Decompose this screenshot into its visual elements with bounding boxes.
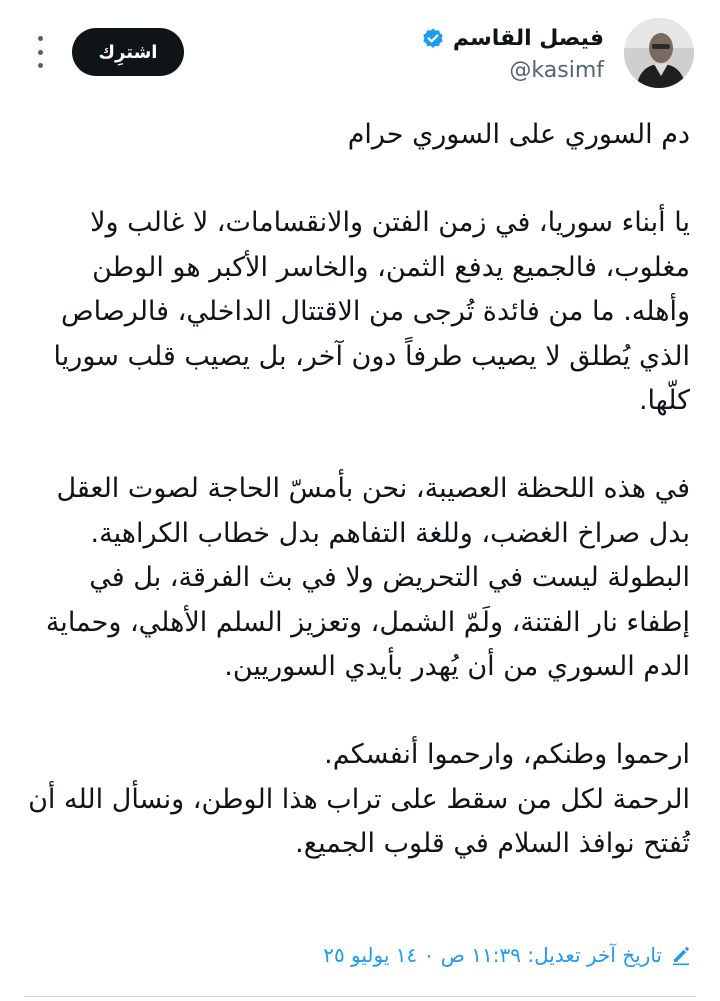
more-dot <box>38 36 43 41</box>
pencil-icon <box>670 944 692 966</box>
more-dot <box>38 63 43 68</box>
paragraph-gap <box>24 689 690 733</box>
subscribe-button[interactable]: اشترِك <box>72 28 184 76</box>
author-name-row <box>421 24 604 54</box>
author-info <box>421 24 604 83</box>
tweet-line: ارحموا وطنكم، وارحموا أنفسكم. <box>324 739 690 771</box>
tweet-line: البطولة ليست في التحريض ولا في بث الفرقة، بل في إطفاء نار الفتنة، ولَمّ الشمل، وتعزيز السلم الأهلي، وحماية الدم السوري من أن يُهدر بأيدي السوريين. <box>45 562 690 683</box>
divider <box>24 996 696 997</box>
more-dot <box>38 50 43 55</box>
verified-badge-icon[interactable] <box>421 27 445 51</box>
tweet-text <box>24 113 690 867</box>
author-display-name[interactable]: فيصل القاسم <box>452 26 604 51</box>
tweet-line: يا أبناء سوريا، في زمن الفتن والانقسامات، لا غالب ولا مغلوب، فالجميع يدفع الثمن، والخاسر الأكبر هو الوطن وأهله. ما من فائدة تُرجى من الاقتتال الداخلي، فالرصاص الذي يُطلق لا يصيب طرفاً دون آخر، بل يصيب قلب سوريا كلّها. <box>53 207 690 417</box>
last-edited-text: تاريخ آخر تعديل: ١١:٣٩ ص ٠ ١٤ يوليو ٢٥ <box>323 943 662 967</box>
tweet-line: دم السوري على السوري حرام <box>347 119 690 150</box>
paragraph-gap <box>24 157 690 201</box>
tweet-line: الرحمة لكل من سقط على تراب هذا الوطن، ونسأل الله أن تُفتح نوافذ السلام في قلوب الجميع. <box>28 783 690 860</box>
author-handle[interactable]: @kasimf <box>509 58 604 83</box>
more-options-icon[interactable] <box>30 36 50 68</box>
avatar-image <box>624 18 694 88</box>
paragraph-gap <box>24 423 690 467</box>
avatar[interactable] <box>624 18 694 88</box>
last-edited-link[interactable] <box>24 940 692 970</box>
tweet-line: في هذه اللحظة العصيبة، نحن بأمسّ الحاجة لصوت العقل بدل صراخ الغضب، وللغة التفاهم بدل خطاب الكراهية. <box>56 473 690 549</box>
tweet-header <box>20 14 700 94</box>
